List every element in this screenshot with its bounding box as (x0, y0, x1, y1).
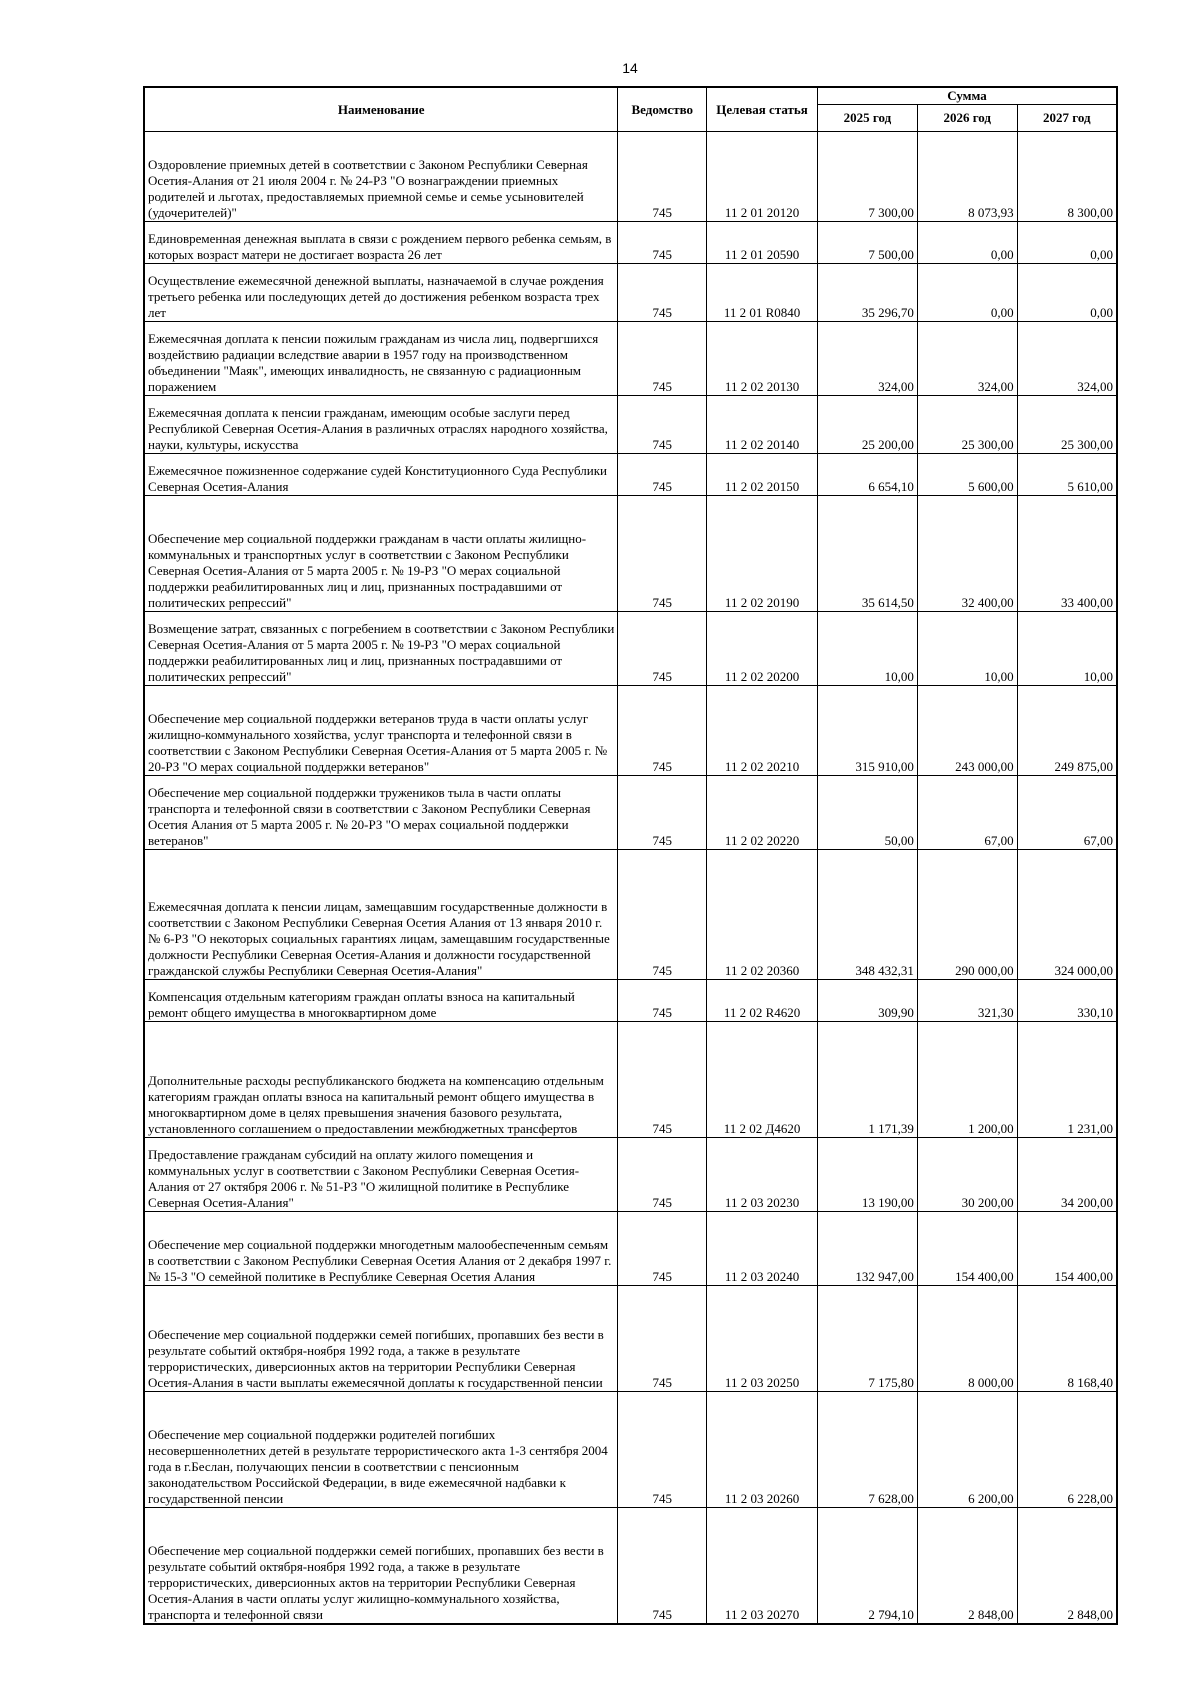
row-target-code-cell: 11 2 02 20130 (707, 322, 818, 396)
row-amount-2027-cell: 34 200,00 (1017, 1138, 1117, 1212)
row-amount-2026-cell: 6 200,00 (917, 1392, 1017, 1508)
row-name-cell: Ежемесячная доплата к пенсии лицам, замещавшим государственные должности в соответствии с Законом Республики Северная Осетия Алания от 13 января 2010 г. № 6-РЗ "О некоторых социальных гарантиях лицам, замещавшим государственные должности Республики Северная Осетия-Алания и должности государственной гражданской службы Республики Северная Осетия-Алания" (144, 850, 618, 980)
row-amount-2027-cell: 0,00 (1017, 264, 1117, 322)
row-name-cell: Обеспечение мер социальной поддержки многодетным малообеспеченным семьям в соответствии с Законом Республики Северная Осетия Алания от 2 декабря 1997 г. № 15-З "О семейной политике в Республике Северная Осетия Алания (144, 1212, 618, 1286)
row-amount-2026-cell: 32 400,00 (917, 496, 1017, 612)
row-target-code-cell: 11 2 03 20230 (707, 1138, 818, 1212)
row-amount-2027-cell: 324 000,00 (1017, 850, 1117, 980)
row-target-code-cell: 11 2 02 20200 (707, 612, 818, 686)
header-target: Целевая статья (707, 87, 818, 132)
row-department-cell: 745 (618, 1212, 707, 1286)
row-amount-2027-cell: 10,00 (1017, 612, 1117, 686)
table-row (144, 1286, 1117, 1392)
row-amount-2025-cell: 7 500,00 (818, 222, 918, 264)
row-name-cell: Единовременная денежная выплата в связи с рождением первого ребенка семьям, в которых возраст матери не достигает возраста 26 лет (144, 222, 618, 264)
row-amount-2026-cell: 0,00 (917, 264, 1017, 322)
row-amount-2027-cell: 324,00 (1017, 322, 1117, 396)
row-name-cell: Ежемесячная доплата к пенсии пожилым гражданам из числа лиц, подвергшихся воздействию радиации вследствие аварии в 1957 году на производственном объединении "Маяк", имеющих инвалидность, не связанную с радиационным поражением (144, 322, 618, 396)
row-department-cell: 745 (618, 322, 707, 396)
row-amount-2025-cell: 2 794,10 (818, 1508, 918, 1624)
row-department-cell: 745 (618, 612, 707, 686)
table-row (144, 264, 1117, 322)
row-target-code-cell: 11 2 02 Д4620 (707, 1022, 818, 1138)
row-name-cell: Возмещение затрат, связанных с погребением в соответствии с Законом Республики Северная Осетия-Алания от 5 марта 2005 г. № 19-РЗ "О мерах социальной поддержки реабилитированных лиц и лиц, признанных пострадавшими от политических репрессий" (144, 612, 618, 686)
row-amount-2027-cell: 2 848,00 (1017, 1508, 1117, 1624)
row-target-code-cell: 11 2 02 R4620 (707, 980, 818, 1022)
row-amount-2027-cell: 25 300,00 (1017, 396, 1117, 454)
row-amount-2027-cell: 0,00 (1017, 222, 1117, 264)
row-amount-2026-cell: 2 848,00 (917, 1508, 1017, 1624)
table-row (144, 850, 1117, 980)
row-name-cell: Предоставление гражданам субсидий на оплату жилого помещения и коммунальных услуг в соответствии с Законом Республики Северная Осетия-Алания от 27 октября 2006 г. № 51-РЗ "О жилищной политике в Республике Северная Осетия-Алания" (144, 1138, 618, 1212)
row-target-code-cell: 11 2 02 20210 (707, 686, 818, 776)
row-amount-2027-cell: 67,00 (1017, 776, 1117, 850)
header-department: Ведомство (618, 87, 707, 132)
row-target-code-cell: 11 2 03 20260 (707, 1392, 818, 1508)
row-name-cell: Обеспечение мер социальной поддержки родителей погибших несовершеннолетних детей в результате террористического акта 1-3 сентября 2004 года в г.Беслан, получающих пенсии в соответствии с пенсионным законодательством Российской Федерации, в виде ежемесячной надбавки к государственной пенсии (144, 1392, 618, 1508)
row-amount-2025-cell: 25 200,00 (818, 396, 918, 454)
row-amount-2026-cell: 8 073,93 (917, 132, 1017, 222)
table-row (144, 776, 1117, 850)
row-amount-2025-cell: 324,00 (818, 322, 918, 396)
table-row (144, 396, 1117, 454)
row-department-cell: 745 (618, 1022, 707, 1138)
row-amount-2025-cell: 132 947,00 (818, 1212, 918, 1286)
row-amount-2026-cell: 67,00 (917, 776, 1017, 850)
row-target-code-cell: 11 2 02 20190 (707, 496, 818, 612)
header-year-2025: 2025 год (818, 105, 918, 132)
row-target-code-cell: 11 2 02 20150 (707, 454, 818, 496)
row-department-cell: 745 (618, 776, 707, 850)
row-amount-2025-cell: 50,00 (818, 776, 918, 850)
row-amount-2026-cell: 30 200,00 (917, 1138, 1017, 1212)
row-name-cell: Обеспечение мер социальной поддержки тружеников тыла в части оплаты транспорта и телефонной связи в соответствии с Законом Республики Северная Осетия Алания от 5 марта 2005 г. № 20-РЗ "О мерах социальной поддержки ветеранов" (144, 776, 618, 850)
row-name-cell: Ежемесячная доплата к пенсии гражданам, имеющим особые заслуги перед Республикой Северная Осетия-Алания в различных отраслях народного хозяйства, науки, культуры, искусства (144, 396, 618, 454)
header-year-2026: 2026 год (917, 105, 1017, 132)
row-amount-2026-cell: 324,00 (917, 322, 1017, 396)
row-target-code-cell: 11 2 01 20120 (707, 132, 818, 222)
row-department-cell: 745 (618, 1138, 707, 1212)
row-amount-2025-cell: 315 910,00 (818, 686, 918, 776)
row-amount-2025-cell: 13 190,00 (818, 1138, 918, 1212)
table-row (144, 1138, 1117, 1212)
row-amount-2027-cell: 1 231,00 (1017, 1022, 1117, 1138)
row-amount-2026-cell: 5 600,00 (917, 454, 1017, 496)
row-amount-2025-cell: 1 171,39 (818, 1022, 918, 1138)
row-department-cell: 745 (618, 264, 707, 322)
row-department-cell: 745 (618, 980, 707, 1022)
row-target-code-cell: 11 2 03 20250 (707, 1286, 818, 1392)
row-department-cell: 745 (618, 850, 707, 980)
row-amount-2026-cell: 243 000,00 (917, 686, 1017, 776)
row-department-cell: 745 (618, 1508, 707, 1624)
row-amount-2027-cell: 154 400,00 (1017, 1212, 1117, 1286)
table-row (144, 454, 1117, 496)
row-amount-2025-cell: 7 628,00 (818, 1392, 918, 1508)
row-amount-2026-cell: 1 200,00 (917, 1022, 1017, 1138)
row-target-code-cell: 11 2 01 R0840 (707, 264, 818, 322)
budget-table (143, 86, 1118, 1625)
row-name-cell: Обеспечение мер социальной поддержки семей погибших, пропавших без вести в результате событий октября-ноября 1992 года, а также в результате террористических, диверсионных актов на территории Республики Северная Осетия-Алания в части оплаты услуг жилищно-коммунального хозяйства, транспорта и телефонной связи (144, 1508, 618, 1624)
row-amount-2026-cell: 8 000,00 (917, 1286, 1017, 1392)
row-amount-2025-cell: 309,90 (818, 980, 918, 1022)
row-department-cell: 745 (618, 1392, 707, 1508)
row-name-cell: Осуществление ежемесячной денежной выплаты, назначаемой в случае рождения третьего ребенка или последующих детей до достижения ребенком возраста трех лет (144, 264, 618, 322)
row-department-cell: 745 (618, 686, 707, 776)
row-amount-2027-cell: 249 875,00 (1017, 686, 1117, 776)
row-name-cell: Обеспечение мер социальной поддержки семей погибших, пропавших без вести в результате событий октября-ноября 1992 года, а также в результате террористических, диверсионных актов на территории Республики Северная Осетия-Алания в части выплаты ежемесячной доплаты к государственной пенсии (144, 1286, 618, 1392)
row-amount-2026-cell: 0,00 (917, 222, 1017, 264)
row-amount-2026-cell: 321,30 (917, 980, 1017, 1022)
header-name: Наименование (144, 87, 618, 132)
row-amount-2026-cell: 10,00 (917, 612, 1017, 686)
row-amount-2025-cell: 348 432,31 (818, 850, 918, 980)
table-row (144, 322, 1117, 396)
table-row (144, 222, 1117, 264)
row-target-code-cell: 11 2 03 20240 (707, 1212, 818, 1286)
table-row (144, 1212, 1117, 1286)
row-target-code-cell: 11 2 01 20590 (707, 222, 818, 264)
row-amount-2026-cell: 25 300,00 (917, 396, 1017, 454)
row-department-cell: 745 (618, 222, 707, 264)
row-department-cell: 745 (618, 454, 707, 496)
row-department-cell: 745 (618, 132, 707, 222)
row-department-cell: 745 (618, 496, 707, 612)
row-amount-2026-cell: 290 000,00 (917, 850, 1017, 980)
row-amount-2027-cell: 33 400,00 (1017, 496, 1117, 612)
table-header (144, 87, 1117, 132)
row-name-cell: Обеспечение мер социальной поддержки гражданам в части оплаты жилищно-коммунальных и транспортных услуг в соответствии с Законом Республики Северная Осетия-Алания от 5 марта 2005 г. № 19-РЗ "О мерах социальной поддержки реабилитированных лиц и лиц, признанных пострадавшими от политических репрессий" (144, 496, 618, 612)
row-target-code-cell: 11 2 03 20270 (707, 1508, 818, 1624)
row-target-code-cell: 11 2 02 20140 (707, 396, 818, 454)
row-department-cell: 745 (618, 1286, 707, 1392)
row-amount-2026-cell: 154 400,00 (917, 1212, 1017, 1286)
row-name-cell: Ежемесячное пожизненное содержание судей Конституционного Суда Республики Северная Осетия-Алания (144, 454, 618, 496)
row-amount-2027-cell: 8 168,40 (1017, 1286, 1117, 1392)
row-name-cell: Оздоровление приемных детей в соответствии с Законом Республики Северная Осетия-Алания от 21 июля 2004 г. № 24-РЗ "О вознаграждении приемных родителей и льготах, предоставляемых приемной семье и семье усыновителей (удочерителей)" (144, 132, 618, 222)
row-name-cell: Обеспечение мер социальной поддержки ветеранов труда в части оплаты услуг жилищно-коммунального хозяйства, услуг транспорта и телефонной связи в соответствии с Законом Республики Северная Осетия-Алания от 5 марта 2005 г. № 20-РЗ "О мерах социальной поддержки ветеранов" (144, 686, 618, 776)
header-sum: Сумма (818, 87, 1117, 105)
row-name-cell: Дополнительные расходы республиканского бюджета на компенсацию отдельным категориям граждан оплаты взноса на капитальный ремонт общего имущества в многоквартирном доме в целях превышения значения базового результата, установленного соглашением о предоставлении межбюджетных трансфертов (144, 1022, 618, 1138)
table-row (144, 1022, 1117, 1138)
table-row (144, 132, 1117, 222)
row-amount-2025-cell: 35 614,50 (818, 496, 918, 612)
page-number: 14 (622, 60, 638, 76)
row-amount-2025-cell: 7 300,00 (818, 132, 918, 222)
row-amount-2025-cell: 6 654,10 (818, 454, 918, 496)
row-amount-2025-cell: 35 296,70 (818, 264, 918, 322)
table-body (144, 132, 1117, 1624)
row-target-code-cell: 11 2 02 20220 (707, 776, 818, 850)
table-row (144, 1392, 1117, 1508)
table-row (144, 612, 1117, 686)
row-amount-2027-cell: 6 228,00 (1017, 1392, 1117, 1508)
table-row (144, 1508, 1117, 1624)
row-amount-2027-cell: 8 300,00 (1017, 132, 1117, 222)
row-amount-2027-cell: 5 610,00 (1017, 454, 1117, 496)
table-row (144, 496, 1117, 612)
row-amount-2025-cell: 10,00 (818, 612, 918, 686)
table-row (144, 980, 1117, 1022)
row-name-cell: Компенсация отдельным категориям граждан оплаты взноса на капитальный ремонт общего имущества в многоквартирном доме (144, 980, 618, 1022)
row-amount-2027-cell: 330,10 (1017, 980, 1117, 1022)
header-year-2027: 2027 год (1017, 105, 1117, 132)
row-target-code-cell: 11 2 02 20360 (707, 850, 818, 980)
row-department-cell: 745 (618, 396, 707, 454)
table-row (144, 686, 1117, 776)
row-amount-2025-cell: 7 175,80 (818, 1286, 918, 1392)
